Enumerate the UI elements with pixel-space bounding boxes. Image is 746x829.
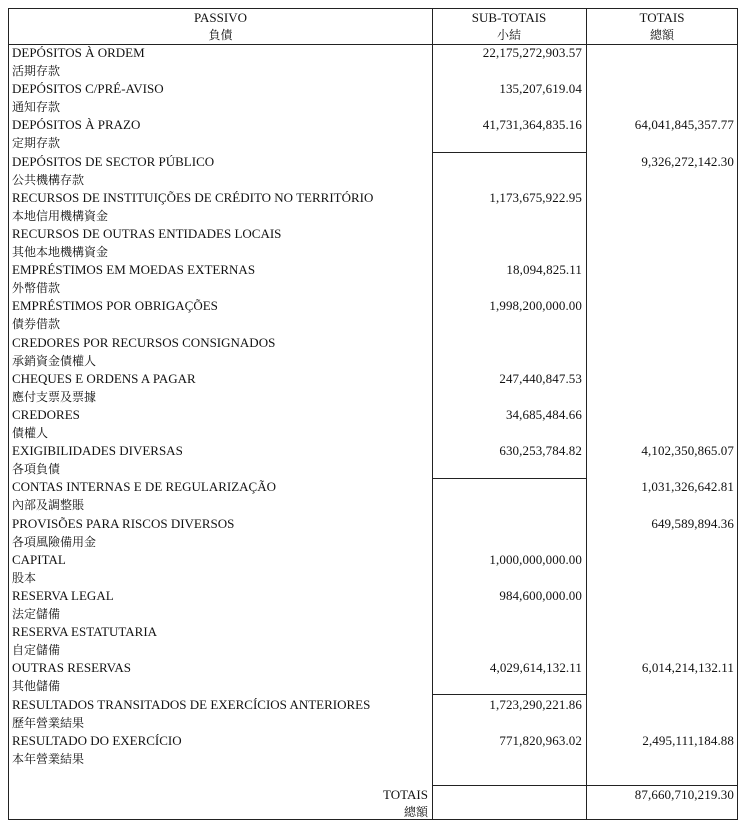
row-label: CONTAS INTERNAS E DE REGULARIZAÇÃO bbox=[12, 479, 277, 495]
balance-sheet-table bbox=[8, 8, 738, 820]
row-label: EMPRÉSTIMOS EM MOEDAS EXTERNAS bbox=[12, 262, 256, 278]
row-label: EXIGIBILIDADES DIVERSAS bbox=[12, 443, 183, 459]
row-subtotal: 984,600,000.00 bbox=[499, 588, 582, 603]
row-subtotal: 18,094,825.11 bbox=[506, 262, 582, 278]
row-label: CREDORES POR RECURSOS CONSIGNADOS bbox=[12, 334, 276, 350]
row-label-zh: 活期存款 bbox=[12, 64, 61, 78]
subtotal-rule bbox=[432, 478, 586, 479]
row-label-zh: 債權人 bbox=[12, 426, 49, 440]
row-total: 64,041,845,357.77 bbox=[634, 117, 734, 133]
row-label-zh: 承銷資金債權人 bbox=[12, 353, 97, 368]
row-label: OUTRAS RESERVAS bbox=[12, 660, 131, 676]
row-total: 1,031,326,642.81 bbox=[641, 479, 734, 495]
row-label-zh: 應付支票及票據 bbox=[12, 389, 97, 404]
row-subtotal: 247,440,847.53 bbox=[499, 370, 582, 386]
row-label-zh: 內部及調整賬 bbox=[12, 498, 85, 513]
row-label: DEPÓSITOS C/PRÉ-AVISO bbox=[12, 81, 164, 97]
row-label-zh: 法定儲備 bbox=[12, 607, 61, 621]
row-label: CAPITAL bbox=[12, 551, 66, 567]
row-label: PROVISÕES PARA RISCOS DIVERSOS bbox=[12, 515, 235, 531]
row-subtotal: 1,723,290,221.86 bbox=[489, 696, 582, 712]
row-label-zh: 歷年營業結果 bbox=[12, 715, 85, 730]
grand-total-value: 87,660,710,219.30 bbox=[634, 787, 734, 802]
row-label-zh: 債券借款 bbox=[12, 317, 61, 332]
row-label-zh: 其他本地機構資金 bbox=[12, 245, 109, 259]
row-label: RESULTADOS TRANSITADOS DE EXERCÍCIOS ANTERIORES bbox=[12, 696, 371, 712]
row-subtotal: 771,820,963.02 bbox=[499, 732, 582, 748]
row-subtotal: 1,173,675,922.95 bbox=[489, 189, 582, 205]
row-label-zh: 通知存款 bbox=[12, 100, 61, 115]
row-subtotal: 1,998,200,000.00 bbox=[489, 298, 582, 314]
row-label-zh: 其他儲備 bbox=[12, 679, 61, 694]
row-label: RECURSOS DE INSTITUIÇÕES DE CRÉDITO NO TERRITÓRIO bbox=[12, 189, 374, 205]
subtotal-rule bbox=[432, 785, 586, 786]
header-passivo-zh: 負債 bbox=[208, 28, 233, 42]
row-label-zh: 股本 bbox=[12, 570, 37, 585]
footer-totais-label: TOTAIS bbox=[383, 787, 428, 802]
row-subtotal: 22,175,272,903.57 bbox=[482, 45, 582, 60]
total-rule bbox=[586, 785, 738, 786]
row-label-zh: 定期存款 bbox=[12, 136, 61, 151]
row-label: RESULTADO DO EXERCÍCIO bbox=[12, 732, 182, 748]
row-label: RESERVA ESTATUTARIA bbox=[12, 624, 158, 640]
row-label: CREDORES bbox=[12, 407, 80, 422]
row-subtotal: 41,731,364,835.16 bbox=[482, 117, 582, 133]
row-total: 9,326,272,142.30 bbox=[641, 153, 734, 169]
header-subtotais: SUB-TOTAIS bbox=[471, 10, 547, 25]
row-label: DEPÓSITOS À ORDEM bbox=[12, 45, 145, 60]
row-label-zh: 本地信用機構資金 bbox=[12, 208, 109, 223]
row-subtotal: 4,029,614,132.11 bbox=[489, 660, 582, 676]
row-label-zh: 公共機構存款 bbox=[12, 172, 85, 187]
row-total: 649,589,894.36 bbox=[651, 515, 734, 531]
row-label: RESERVA LEGAL bbox=[12, 588, 114, 603]
header-passivo: PASSIVO bbox=[194, 10, 247, 25]
row-subtotal: 135,207,619.04 bbox=[499, 81, 582, 97]
row-total: 4,102,350,865.07 bbox=[641, 443, 734, 459]
row-subtotal: 34,685,484.66 bbox=[505, 407, 582, 422]
row-total: 2,495,111,184.88 bbox=[642, 732, 734, 748]
row-label-zh: 自定儲備 bbox=[12, 643, 61, 658]
row-label: DEPÓSITOS À PRAZO bbox=[12, 117, 141, 133]
row-subtotal: 630,253,784.82 bbox=[499, 443, 582, 459]
row-label-zh: 各項負債 bbox=[12, 462, 61, 477]
row-label: DEPÓSITOS DE SECTOR PÚBLICO bbox=[12, 153, 215, 169]
row-label-zh: 外幣借款 bbox=[12, 281, 61, 296]
row-label: RECURSOS DE OUTRAS ENTIDADES LOCAIS bbox=[12, 226, 282, 241]
row-label-zh: 本年營業結果 bbox=[12, 751, 85, 766]
subtotal-rule bbox=[432, 152, 586, 153]
header-totais-zh: 總額 bbox=[649, 28, 674, 42]
footer-totais-label-zh: 總額 bbox=[403, 805, 428, 819]
subtotal-rule bbox=[432, 694, 586, 695]
header-totais: TOTAIS bbox=[639, 10, 685, 25]
row-total: 6,014,214,132.11 bbox=[641, 660, 734, 676]
row-subtotal: 1,000,000,000.00 bbox=[489, 551, 582, 567]
row-label: CHEQUES E ORDENS A PAGAR bbox=[12, 370, 196, 386]
row-label: EMPRÉSTIMOS POR OBRIGAÇÕES bbox=[12, 298, 218, 314]
row-label-zh: 各項風險備用金 bbox=[12, 534, 97, 549]
header-subtotais-zh: 小結 bbox=[496, 28, 521, 42]
